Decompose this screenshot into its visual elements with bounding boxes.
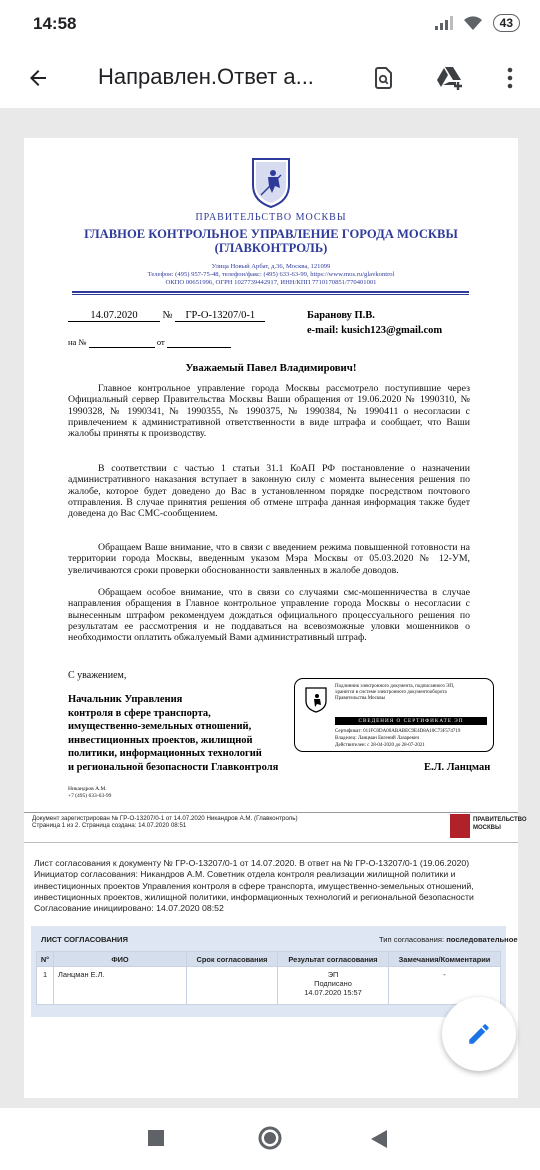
status-icons bbox=[435, 14, 520, 32]
arrow-back-icon[interactable] bbox=[18, 58, 58, 98]
document-page bbox=[24, 138, 527, 1098]
edit-button[interactable] bbox=[442, 997, 516, 1071]
footer-page-info: Страница 1 из 2. Страница создана: 14.07.2020 08:51 bbox=[32, 822, 187, 829]
approval-description: Лист согласования к документу № ГР-О-13207/0-1 от 14.07.2020. В ответ на № ГР-О-13207/0-1 (19.06.2020) Инициатор согласования: Никандров А.М. Советник отдела контроля реализации жилищной политики и инвестиционных проектов Управления контроля в сфере транспорта, имущественно-земельных отношений, инвестиционных проектов, жилищной политики, информационных технологий и региональной безопасности Согласование инициировано: 14.07.2020 08:52 bbox=[34, 858, 474, 914]
recipient-name: Баранову П.В. bbox=[307, 310, 375, 321]
letterhead-rule bbox=[72, 291, 469, 293]
recipient-email: e-mail: kusich123@gmail.com bbox=[307, 325, 443, 336]
column-header: ФИО bbox=[54, 952, 187, 967]
signer-name: Е.Л. Ланцман bbox=[424, 762, 491, 773]
stamp-certificate: Сертификат: 011FC0DA00ABABEC9E4D8A10C73F574719 bbox=[335, 729, 461, 734]
result-date: 14.07.2020 15:57 bbox=[304, 988, 362, 997]
reply-date-label: от bbox=[156, 337, 165, 347]
stamp-crest-icon bbox=[305, 687, 327, 713]
paragraph-2: В соответствии с частью 1 статьи 31.1 КоАП РФ постановление о назначении административного наказания вступает в законную силу с момента вынесения решения по жалобе, которое будет доведено до Вас в установленном порядке посредством почтового отправления. В случае принятия решения об отмене штрафа данная информация также будет доведена до Вас СМС-сообщением. bbox=[68, 463, 470, 520]
document-viewer[interactable] bbox=[0, 108, 540, 1108]
executor-name: Никандров А.М. bbox=[68, 786, 107, 792]
document-title: Направлен.Ответ а... bbox=[98, 64, 314, 89]
column-header: N° bbox=[37, 952, 54, 967]
approval-type bbox=[379, 935, 518, 944]
row-number: 1 bbox=[37, 967, 54, 1005]
table-row bbox=[37, 967, 501, 1005]
status-bar bbox=[0, 0, 540, 48]
letter-number: ГР-О-13207/0-1 bbox=[175, 310, 265, 322]
letterhead-government: ПРАВИТЕЛЬСТВО МОСКВЫ bbox=[195, 212, 347, 223]
column-header: Результат согласования bbox=[278, 952, 389, 967]
sig-line: имущественно-земельных отношений, bbox=[68, 721, 252, 732]
page-separator bbox=[24, 842, 518, 843]
drive-add-icon[interactable] bbox=[432, 60, 468, 96]
app-bar bbox=[0, 48, 540, 108]
stamp-line: Правительства Москвы bbox=[335, 696, 386, 701]
status-time: 14:58 bbox=[33, 14, 77, 33]
footer-registration: Документ зарегистрирован № ГР-О-13207/0-1 от 14.07.2020 Никандров А.М. (Главконтроль) bbox=[32, 815, 298, 822]
moscow-gov-logo-icon bbox=[450, 814, 470, 838]
stamp-owner: Владелец: Ланцман Евгений Лазаревич bbox=[335, 736, 420, 741]
letterhead-title: ГЛАВНОЕ КОНТРОЛЬНОЕ УПРАВЛЕНИЕ ГОРОДА МОСКВЫ bbox=[84, 227, 458, 241]
approval-table-header bbox=[37, 952, 501, 967]
date-field bbox=[68, 310, 265, 322]
letterhead-phones: Телефон: (495) 957-75-48, телефон/факс: (495) 633-63-99, https://www.mos.ru/glavkontrol bbox=[147, 271, 395, 278]
approval-type-label: Тип согласования: bbox=[379, 935, 445, 944]
approval-table bbox=[36, 951, 501, 1005]
executor-phone: +7 (495) 633-63-99 bbox=[68, 793, 112, 799]
stamp-validity: Действителен: с 28-04-2020 до 28-07-2021 bbox=[335, 743, 425, 748]
e-signature-stamp bbox=[294, 678, 494, 752]
result-status: Подписано bbox=[314, 979, 352, 988]
footer-rule bbox=[24, 812, 518, 813]
wifi-icon bbox=[463, 15, 483, 31]
letterhead-address: Улица Новый Арбат, д.36, Москва, 121099 bbox=[211, 263, 331, 270]
row-result bbox=[278, 967, 389, 1005]
signature-title bbox=[68, 693, 278, 774]
footer-logo-text: МОСКВЫ bbox=[473, 825, 501, 831]
signal-icon bbox=[435, 16, 453, 30]
stamp-certificate-header: СВЕДЕНИЯ О СЕРТИФИКАТЕ ЭП bbox=[335, 717, 487, 725]
square-icon[interactable] bbox=[148, 1130, 164, 1146]
sig-line: политики, информационных технологий bbox=[68, 748, 262, 759]
approval-type-value: последовательное bbox=[446, 935, 518, 944]
letterhead-subtitle: (ГЛАВКОНТРОЛЬ) bbox=[214, 241, 328, 255]
more-vert-icon[interactable] bbox=[492, 60, 528, 96]
sig-line: Начальник Управления bbox=[68, 694, 183, 705]
document-search-icon[interactable] bbox=[366, 60, 402, 96]
letterhead-codes: ОКПО 00651996, ОГРН 1027739442917, ИНН/КПП 7710170851/770401001 bbox=[165, 279, 377, 286]
sig-line: и региональной безопасности Главконтроля bbox=[68, 761, 279, 773]
sig-line: контроля в сфере транспорта, bbox=[68, 707, 211, 719]
result-type: ЭП bbox=[327, 970, 339, 979]
reply-field bbox=[68, 337, 231, 348]
column-header: Замечания/Комментарии bbox=[389, 952, 501, 967]
approval-sheet bbox=[31, 926, 518, 1017]
triangle-icon[interactable] bbox=[370, 1129, 388, 1149]
paragraph-1: Главное контрольное управление города Москвы рассмотрело поступившие через Официальный сервер Правительства Москвы Ваши обращения от 19.06.2020 № 1990310, № 1990328, № 1990341, № 1990355, № 1990375, № 1990384, № 1990411 о несогласии с привлечением к административной ответственности в виде штрафа и сообщает, что Ваши жалобы приняты к производству. bbox=[68, 383, 470, 440]
number-sign: № bbox=[162, 310, 173, 321]
sig-line: инвестиционных проектов, жилищной bbox=[68, 734, 253, 746]
paragraph-4: Обращаем особое внимание, что в связи со случаями смс-мошенничества в случае направления обращения в Главное контрольное управление города Москвы о несогласии с вынесенным штрафом рекомендуем дождаться официального процессуального решения по результатам ее рассмотрения и не поддаваться на всевозможные уловки мошенников о необходимости оплатить обжалуемый Вами административный штраф. bbox=[68, 587, 470, 644]
paragraph-3: Обращаем Ваше внимание, что в связи с введением режима повышенной готовности на территории города Москвы, введенным указом Мэра Москвы от 05.03.2020 № 12-УМ, увеличиваются сроки проверки обоснованности заявленных в жалобе доводов. bbox=[68, 542, 470, 576]
closing: С уважением, bbox=[68, 670, 127, 681]
column-header: Срок согласования bbox=[187, 952, 278, 967]
reply-to-label: на № bbox=[68, 337, 87, 347]
row-deadline bbox=[187, 967, 278, 1005]
greeting: Уважаемый Павел Владимирович! bbox=[185, 362, 357, 374]
circle-icon[interactable] bbox=[257, 1125, 283, 1151]
letter-date: 14.07.2020 bbox=[68, 310, 160, 322]
moscow-crest-icon bbox=[251, 155, 291, 209]
battery-indicator: 43 bbox=[493, 14, 520, 32]
pencil-icon bbox=[466, 1021, 492, 1047]
row-fio: Ланцман Е.Л. bbox=[54, 967, 187, 1005]
system-nav-bar bbox=[0, 1108, 540, 1170]
approval-sheet-title: ЛИСТ СОГЛАСОВАНИЯ bbox=[41, 935, 128, 944]
letterhead-rule-thin bbox=[72, 294, 469, 295]
stamp-line: Подлинник электронного документа, подписанного ЭП, bbox=[335, 684, 455, 689]
footer-logo-text: ПРАВИТЕЛЬСТВО bbox=[473, 817, 527, 823]
stamp-line: хранится в системе электронного документооборота bbox=[335, 690, 447, 695]
row-comment: - bbox=[389, 967, 501, 1005]
